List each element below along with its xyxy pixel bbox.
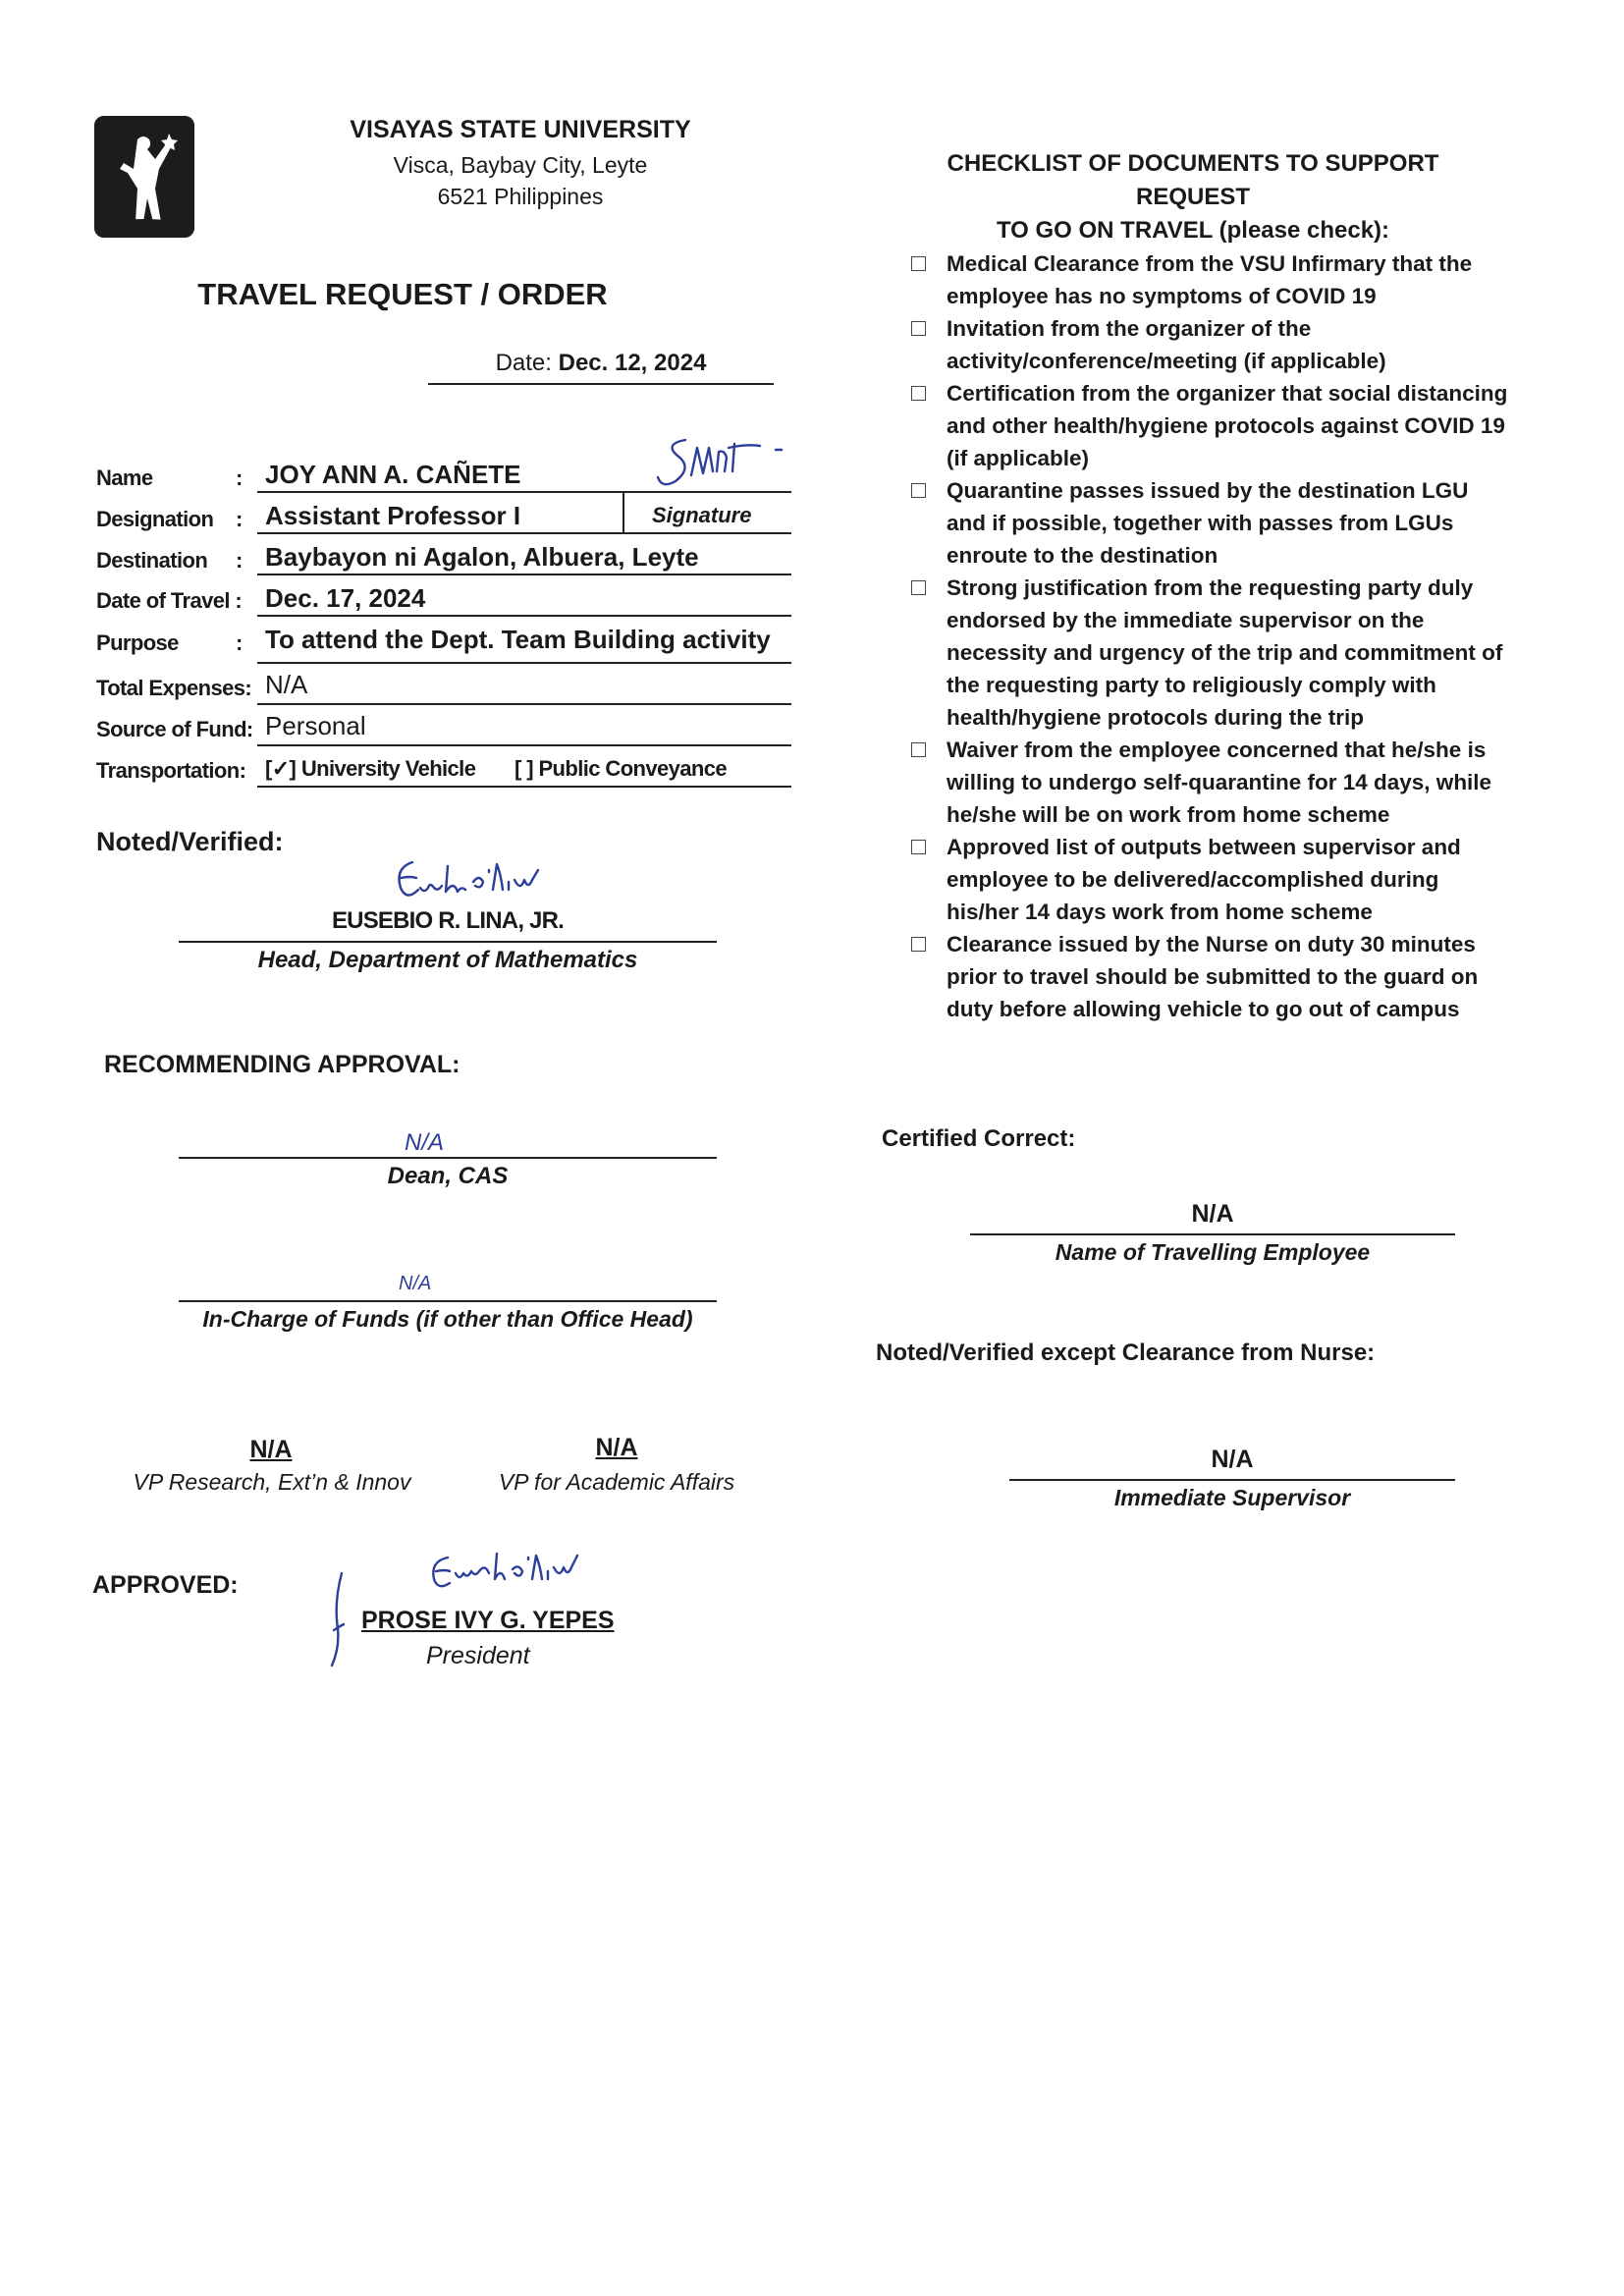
date-row (428, 350, 774, 377)
checklist-heading (893, 147, 1492, 247)
head-title: Head, Department of Mathematics (257, 947, 638, 973)
date-underline (428, 383, 774, 385)
vp-academic-value: N/A (595, 1434, 638, 1461)
transportation-label: Transportation: (96, 758, 246, 783)
destination-underline (257, 574, 791, 575)
designation-value: Assistant Professor I (265, 501, 521, 530)
date-of-travel-label: Date of Travel : (96, 588, 243, 613)
checkbox-icon[interactable] (911, 580, 926, 595)
checklist-heading-line-1: CHECKLIST OF DOCUMENTS TO SUPPORT REQUEST (947, 150, 1439, 210)
supervisor-title: Immediate Supervisor (1113, 1485, 1351, 1510)
checklist-item-text: Approved list of outputs between supervisor and employee to be delivered/accomplished during his/her 14 days work from home scheme (947, 835, 1461, 924)
purpose-value: To attend the Dept. Team Building activity (265, 625, 771, 654)
vsu-logo-icon (94, 116, 194, 238)
checkbox-icon[interactable] (911, 937, 926, 952)
checklist-item-text: Clearance issued by the Nurse on duty 30 minutes prior to travel should be submitted to the guard on duty before allowing vehicle to go out of campus (947, 932, 1479, 1021)
purpose-label: Purpose (96, 630, 179, 655)
checklist-item (911, 734, 1512, 831)
funds-handwritten-na: N/A (399, 1273, 432, 1294)
total-expenses-label: Total Expenses: (96, 676, 252, 700)
vp-research-title: VP Research, Ext’n & Innov (133, 1469, 411, 1495)
employee-signature-line (970, 1233, 1455, 1235)
noted-heading: Noted/Verified: (96, 827, 284, 856)
destination-colon: : (236, 548, 244, 573)
date-value: Dec. 12, 2024 (558, 350, 707, 376)
checkbox-icon[interactable] (911, 386, 926, 401)
checklist-item-text: Strong justification from the requesting party duly endorsed by the immediate supervisor on the necessity and urgency of the trip and commitment of the requesting party to religiously comply with health/hygiene protocols during the trip (947, 575, 1503, 730)
checklist-heading-line-2: TO GO ON TRAVEL (please check): (996, 217, 1390, 244)
checkbox-icon[interactable] (911, 742, 926, 757)
date-label: Date: (495, 350, 552, 376)
checkbox-icon[interactable] (911, 483, 926, 498)
head-signature-line (179, 941, 717, 943)
checklist-item (911, 312, 1512, 377)
funds-signature-line (179, 1300, 717, 1302)
checkbox-icon[interactable] (911, 840, 926, 854)
checklist-item (911, 247, 1512, 312)
purpose-colon: : (236, 630, 244, 655)
checklist-item (911, 572, 1512, 734)
checklist-item-text: Medical Clearance from the VSU Infirmary that the employee has no symptoms of COVID 19 (947, 251, 1473, 308)
vp-academic-title: VP for Academic Affairs (498, 1469, 735, 1495)
address-line-1: Visca, Baybay City, Leyte (393, 152, 648, 178)
funds-title: In-Charge of Funds (if other than Office Head) (202, 1306, 693, 1332)
transportation-underline (257, 786, 791, 788)
checklist-item (911, 377, 1512, 474)
form-title: TRAVEL REQUEST / ORDER (197, 277, 608, 311)
dean-handwritten-na: N/A (405, 1129, 445, 1156)
approved-heading: APPROVED: (92, 1571, 239, 1599)
source-of-fund-value: Personal (265, 711, 366, 740)
checklist-item-text: Certification from the organizer that social distancing and other health/hygiene protocols against COVID 19 (if applicable) (947, 381, 1508, 470)
purpose-underline (257, 662, 791, 664)
date-of-travel-underline (257, 615, 791, 617)
checklist-item-text: Invitation from the organizer of the activity/conference/meeting (if applicable) (947, 316, 1386, 373)
source-of-fund-underline (257, 744, 791, 746)
transport-option-university: University Vehicle (300, 756, 476, 781)
destination-value: Baybayon ni Agalon, Albuera, Leyte (265, 542, 699, 572)
address-line-2: 6521 Philippines (437, 184, 604, 209)
total-expenses-value: N/A (265, 670, 308, 699)
signature-label: Signature (652, 503, 752, 527)
name-colon: : (236, 465, 244, 490)
dean-signature-line (179, 1157, 717, 1159)
transport-checkbox-checked: [✓] (265, 756, 297, 781)
transport-public-conveyance (514, 756, 727, 782)
designation-underline (257, 532, 791, 534)
transport-checkbox-empty: [ ] (514, 756, 533, 781)
date-of-travel-value: Dec. 17, 2024 (265, 583, 426, 613)
noted-except-heading: Noted/Verified except Clearance from Nurse: (876, 1339, 1376, 1366)
university-name: VISAYAS STATE UNIVERSITY (350, 116, 691, 143)
checklist-item (911, 831, 1512, 928)
president-name: PROSE IVY G. YEPES (361, 1607, 615, 1634)
supervisor-signature-line (1009, 1479, 1455, 1481)
transport-option-public: Public Conveyance (538, 756, 728, 781)
supervisor-value: N/A (1211, 1446, 1254, 1473)
source-of-fund-label: Source of Fund: (96, 717, 253, 741)
name-value: JOY ANN A. CAÑETE (265, 460, 521, 489)
checkbox-icon[interactable] (911, 321, 926, 336)
destination-label: Destination (96, 548, 208, 573)
vp-research-value: N/A (249, 1436, 293, 1463)
designation-colon: : (236, 507, 244, 531)
total-expenses-underline (257, 703, 791, 705)
employee-value: N/A (1191, 1200, 1234, 1228)
applicant-signature-ink (654, 428, 801, 499)
checklist-item (911, 928, 1512, 1025)
name-label: Name (96, 465, 153, 490)
recommending-heading: RECOMMENDING APPROVAL: (104, 1051, 460, 1078)
checklist (911, 247, 1512, 1025)
transport-university-vehicle (265, 756, 475, 782)
certified-heading: Certified Correct: (882, 1125, 1076, 1152)
dean-title: Dean, CAS (387, 1163, 509, 1189)
checklist-item (911, 474, 1512, 572)
designation-label: Designation (96, 507, 214, 531)
checklist-item-text: Quarantine passes issued by the destination LGU and if possible, together with passes from LGUs enroute to the destination (947, 478, 1469, 568)
head-name: EUSEBIO R. LINA, JR. (331, 907, 565, 934)
checklist-item-text: Waiver from the employee concerned that he/she is willing to undergo self-quarantine for 14 days, while he/she will be on work from home scheme (947, 738, 1492, 827)
employee-title: Name of Travelling Employee (1055, 1239, 1371, 1265)
head-signature-ink (391, 852, 577, 913)
checkbox-icon[interactable] (911, 256, 926, 271)
signature-divider (623, 491, 624, 532)
university-address (295, 149, 746, 212)
president-title: President (426, 1642, 530, 1669)
